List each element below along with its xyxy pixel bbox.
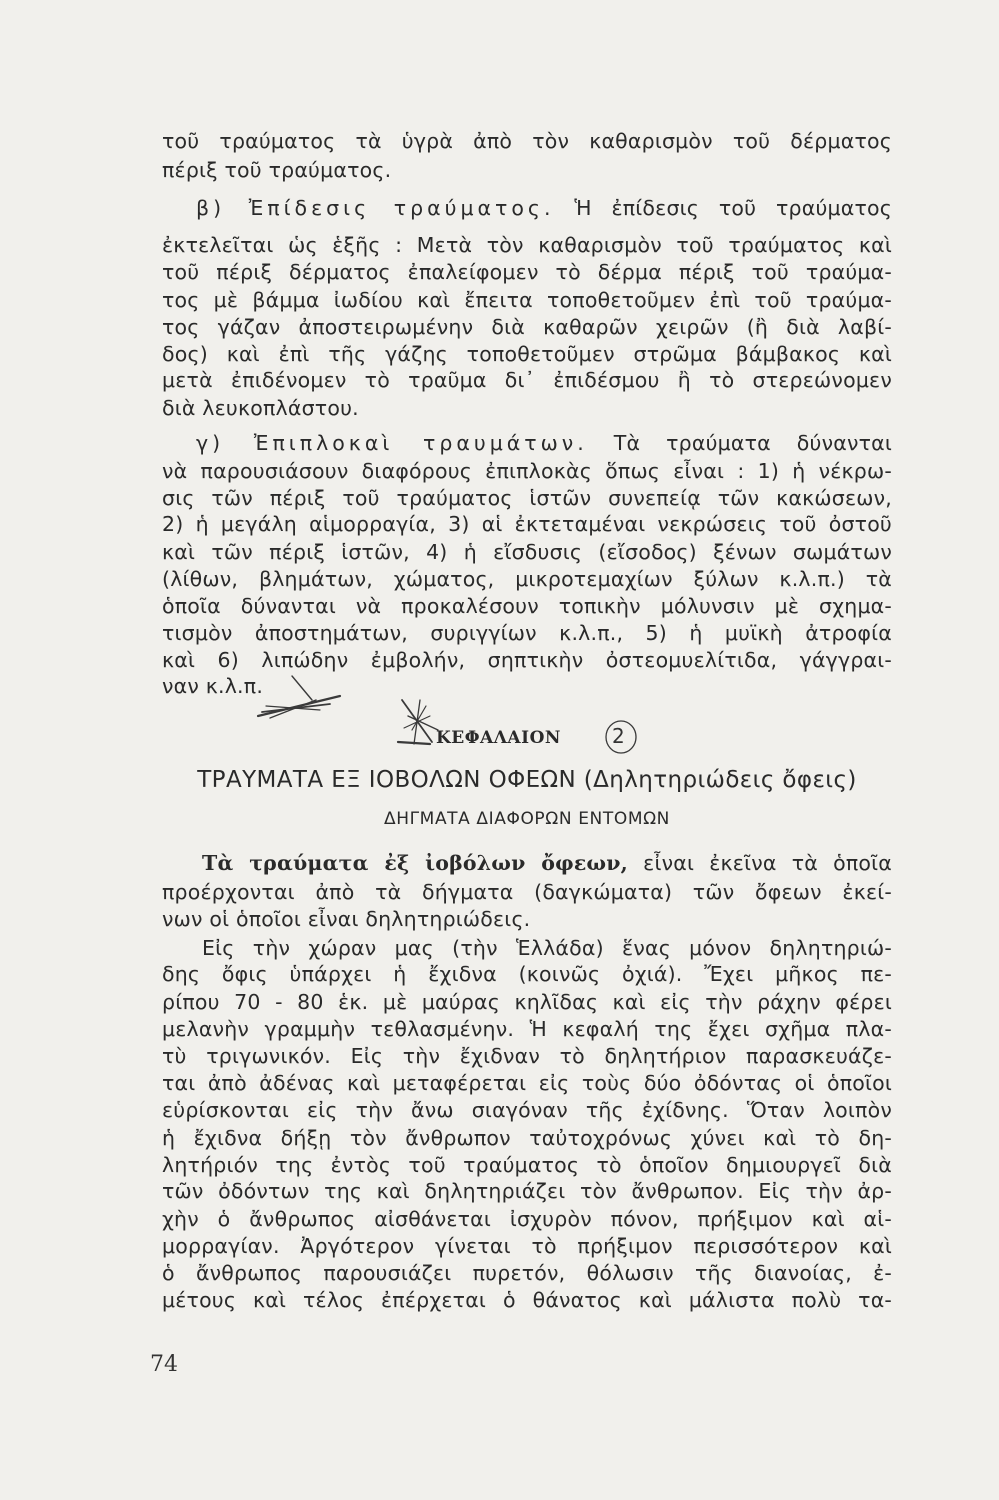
para1-lead-bold: Τὰ τραύματα ἐξ ἰοβόλων ὄφεων, <box>202 851 629 875</box>
text-line: προέρχονται ἀπὸ τὰ δήγματα (δαγκώματα) τῶν ὄφεων ἐκεί- <box>162 880 892 904</box>
text-line: μετὰ ἐπιδένομεν τὸ τραῦμα δι᾽ ἐπιδέσμου ἢ τὸ στερεώνομεν <box>162 368 892 392</box>
text-line: τοῦ πέριξ δέρματος ἐπαλείφομεν τὸ δέρμα πέριξ τοῦ τραύμα- <box>162 260 892 284</box>
section-b-lead: Ἡ ἐπίδεσις τοῦ τραύματος <box>574 196 892 220</box>
section-b-heading: β) Ἐπίδεσις τραύματος. <box>196 196 555 220</box>
text-line: νὰ παρουσιάσουν διαφόρους ἐπιπλοκὰς ὅπως εἶναι : 1) ἡ νέκρω- <box>162 459 892 483</box>
text-line: μελανὴν γραμμὴν τεθλασμένην. Ἡ κεφαλή της ἔχει σχῆμα πλα- <box>162 1017 892 1041</box>
text-line: τισμὸν ἀποστημάτων, συριγγίων κ.λ.π., 5) ἡ μυϊκὴ ἀτροφία <box>162 621 892 645</box>
text-line: δος) καὶ ἐπὶ τῆς γάζης τοποθετοῦμεν στρῶμα βάμβακος καὶ <box>162 342 892 366</box>
chapter-title: ΤΡΑΥΜΑΤΑ ΕΞ ΙΟΒΟΛΩΝ ΟΦΕΩΝ (Δηλητηριώδεις ὄφεις) <box>197 767 857 793</box>
text-line: μορραγίαν. Ἀργότερον γίνεται τὸ πρήξιμον περισσότερον καὶ <box>162 1234 892 1258</box>
text-line: τοῦ τραύματος τὰ ὑγρὰ ἀπὸ τὸν καθαρισμὸν τοῦ δέρματος <box>162 129 892 153</box>
text-line: καὶ 6) λιπώδην ἐμβολήν, σηπτικὴν ὀστεομυελίτιδα, γάγγραι- <box>162 648 892 672</box>
para1-first-line <box>202 850 892 876</box>
text-line: χὴν ὁ ἄνθρωπος αἰσθάνεται ἰσχυρὸν πόνον, πρήξιμον καὶ αἱ- <box>162 1207 892 1231</box>
text-line: νων οἱ ὁποῖοι εἶναι δηλητηριώδεις. <box>162 907 531 931</box>
text-line: τος μὲ βάμμα ἰωδίου καὶ ἔπειτα τοποθετοῦμεν ἐπὶ τοῦ τραύμα- <box>162 288 892 312</box>
text-line: τος γάζαν ἀποστειρωμένην διὰ καθαρῶν χειρῶν (ἢ διὰ λαβί- <box>162 315 892 339</box>
text-line: ἐκτελεῖται ὡς ἑξῆς : Μετὰ τὸν καθαρισμὸν τοῦ τραύματος καὶ <box>162 233 892 257</box>
section-b-first-line <box>196 195 892 221</box>
text-line: μέτους καὶ τέλος ἐπέρχεται ὁ θάνατος καὶ μάλιστα πολὺ τα- <box>162 1288 892 1312</box>
section-c-heading: γ) Ἐπιπλοκαὶ τραυμάτων. <box>196 431 588 455</box>
text-line: εὑρίσκονται εἰς τὴν ἄνω σιαγόναν τῆς ἐχίδνης. Ὅταν λοιπὸν <box>162 1098 892 1122</box>
text-line: (λίθων, βλημάτων, χώματος, μικροτεμαχίων ξύλων κ.λ.π.) τὰ <box>162 567 892 591</box>
page-number: 74 <box>150 1352 178 1377</box>
text-line: 2) ἡ μεγάλη αἱμορραγία, 3) αἱ ἐκτεταμέναι νεκρώσεις τοῦ ὀστοῦ <box>162 512 892 536</box>
chapter-number: 2 <box>612 724 625 748</box>
text-line: τῶν ὀδόντων της καὶ δηλητηριάζει τὸν ἄνθρωπον. Εἰς τὴν ἀρ- <box>162 1179 892 1203</box>
text-line: διὰ λευκοπλάστου. <box>162 396 359 420</box>
chapter-label: ΚΕΦΑΛΑΙΟΝ <box>436 728 561 748</box>
para1-lead-rest: εἶναι ἐκεῖνα τὰ ὁποῖα <box>628 851 892 875</box>
text-line: ρίπου 70 - 80 ἑκ. μὲ μαύρας κηλῖδας καὶ εἰς τὴν ράχην φέρει <box>162 990 892 1014</box>
text-line: ται ἀπὸ ἀδένας καὶ μεταφέρεται εἰς τοὺς δύο ὀδόντας οἱ ὁποῖοι <box>162 1071 892 1095</box>
section-c-first-line <box>196 430 892 456</box>
text-line: πέριξ τοῦ τραύματος. <box>162 158 392 182</box>
text-line: ὁποῖα δύνανται νὰ προκαλέσουν τοπικὴν μόλυνσιν μὲ σχημα- <box>162 594 892 618</box>
text-line: ὁ ἄνθρωπος παρουσιάζει πυρετόν, θόλωσιν τῆς διανοίας, ἐ- <box>162 1261 892 1285</box>
text-line: ναν κ.λ.π. <box>162 674 264 698</box>
text-line: τὺ τριγωνικόν. Εἰς τὴν ἔχιδναν τὸ δηλητήριον παρασκευάζε- <box>162 1044 892 1068</box>
text-line: λητήριόν της ἐντὸς τοῦ τραύματος τὸ ὁποῖον δημιουργεῖ διὰ <box>162 1153 892 1177</box>
text-line: Εἰς τὴν χώραν μας (τὴν Ἑλλάδα) ἕνας μόνον δηλητηριώ- <box>202 936 892 960</box>
text-line: ἡ ἔχιδνα δήξῃ τὸν ἄνθρωπον ταὐτοχρόνως χύνει καὶ τὸ δη- <box>162 1126 892 1150</box>
text-line: καὶ τῶν πέριξ ἱστῶν, 4) ἡ εἴσδυσις (εἴσοδος) ξένων σωμάτων <box>162 540 892 564</box>
text-line: δης ὄφις ὑπάρχει ἡ ἔχιδνα (κοινῶς ὀχιά). Ἔχει μῆκος πε- <box>162 962 892 986</box>
text-line: σις τῶν πέριξ τοῦ τραύματος ἱστῶν συνεπείᾳ τῶν κακώσεων, <box>162 486 892 510</box>
section-c-lead: Τὰ τραύματα δύνανται <box>613 431 893 455</box>
chapter-subtitle: ΔΗΓΜΑΤΑ ΔΙΑΦΟΡΩΝ ΕΝΤΟΜΩΝ <box>384 809 670 829</box>
